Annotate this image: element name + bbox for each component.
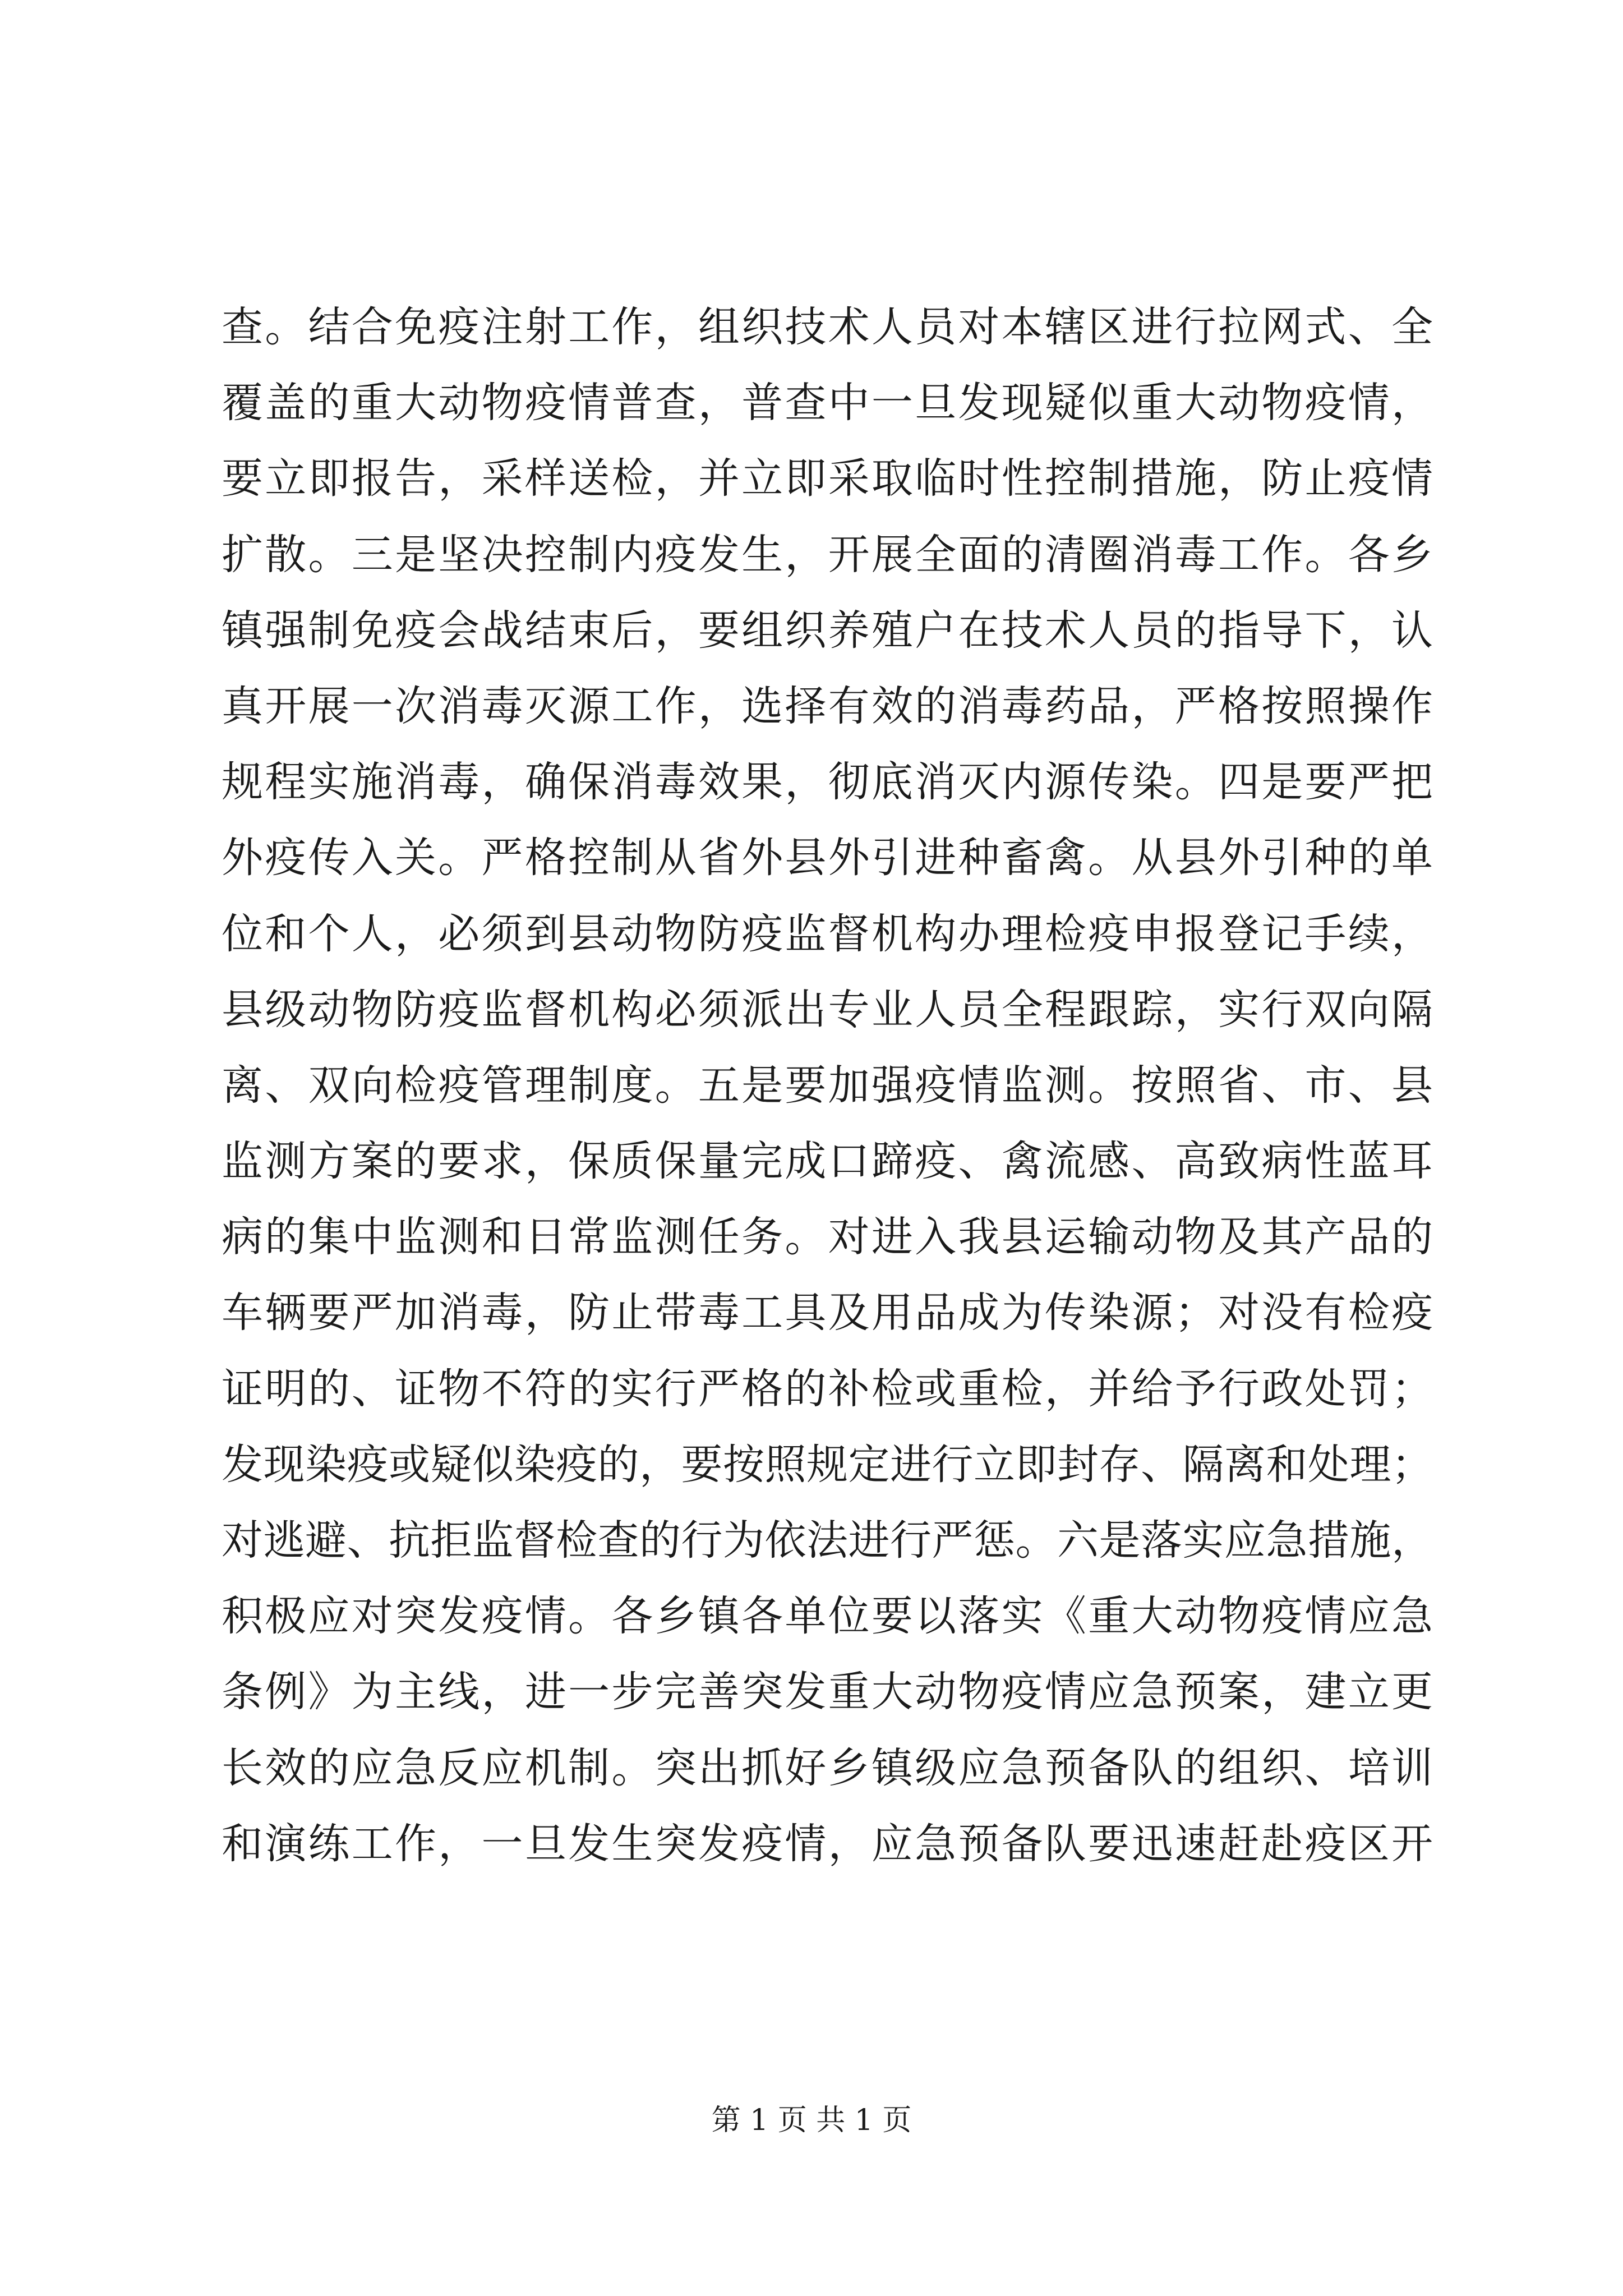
text-line: 要立即报告，采样送检，并立即采取临时性控制措施，防止疫情 <box>222 454 1433 503</box>
text-line: 发现染疫或疑似染疫的，要按照规定进行立即封存、隔离和处理； <box>222 1440 1433 1489</box>
text-line: 离、双向检疫管理制度。五是要加强疫情监测。按照省、市、县 <box>222 1061 1433 1110</box>
page-number-footer: 第 1 页 共 1 页 <box>711 2104 912 2137</box>
text-line: 外疫传入关。严格控制从省外县外引进种畜禽。从县外引种的单 <box>222 834 1433 882</box>
text-line: 病的集中监测和日常监测任务。对进入我县运输动物及其产品的 <box>222 1213 1433 1262</box>
text-line: 监测方案的要求，保质保量完成口蹄疫、禽流感、高致病性蓝耳 <box>222 1137 1433 1186</box>
text-line: 和演练工作，一旦发生突发疫情，应急预备队要迅速赶赴疫区开 <box>222 1819 1433 1868</box>
text-line: 对逃避、抗拒监督检查的行为依法进行严惩。六是落实应急措施， <box>222 1516 1433 1565</box>
text-line: 规程实施消毒，确保消毒效果，彻底消灭内源传染。四是要严把 <box>222 758 1433 807</box>
text-line: 县级动物防疫监督机构必须派出专业人员全程跟踪，实行双向隔 <box>222 985 1433 1034</box>
text-line: 积极应对突发疫情。各乡镇各单位要以落实《重大动物疫情应急 <box>222 1592 1433 1641</box>
text-line: 查。结合免疫注射工作，组织技术人员对本辖区进行拉网式、全 <box>222 303 1433 351</box>
text-line: 证明的、证物不符的实行严格的补检或重检，并给予行政处罚； <box>222 1364 1433 1413</box>
text-line: 位和个人，必须到县动物防疫监督机构办理检疫申报登记手续， <box>222 909 1433 958</box>
text-line: 覆盖的重大动物疫情普查，普查中一旦发现疑似重大动物疫情， <box>222 379 1433 427</box>
text-line: 条例》为主线，进一步完善突发重大动物疫情应急预案，建立更 <box>222 1668 1433 1717</box>
text-line: 扩散。三是坚决控制内疫发生，开展全面的清圈消毒工作。各乡 <box>222 530 1433 579</box>
text-line: 真开展一次消毒灭源工作，选择有效的消毒药品，严格按照操作 <box>222 682 1433 730</box>
text-line: 长效的应急反应机制。突出抓好乡镇级应急预备队的组织、培训 <box>222 1743 1433 1792</box>
text-line: 车辆要严加消毒，防止带毒工具及用品成为传染源；对没有检疫 <box>222 1289 1433 1337</box>
body-text <box>222 289 1433 1882</box>
text-line: 镇强制免疫会战结束后，要组织养殖户在技术人员的指导下，认 <box>222 606 1433 655</box>
